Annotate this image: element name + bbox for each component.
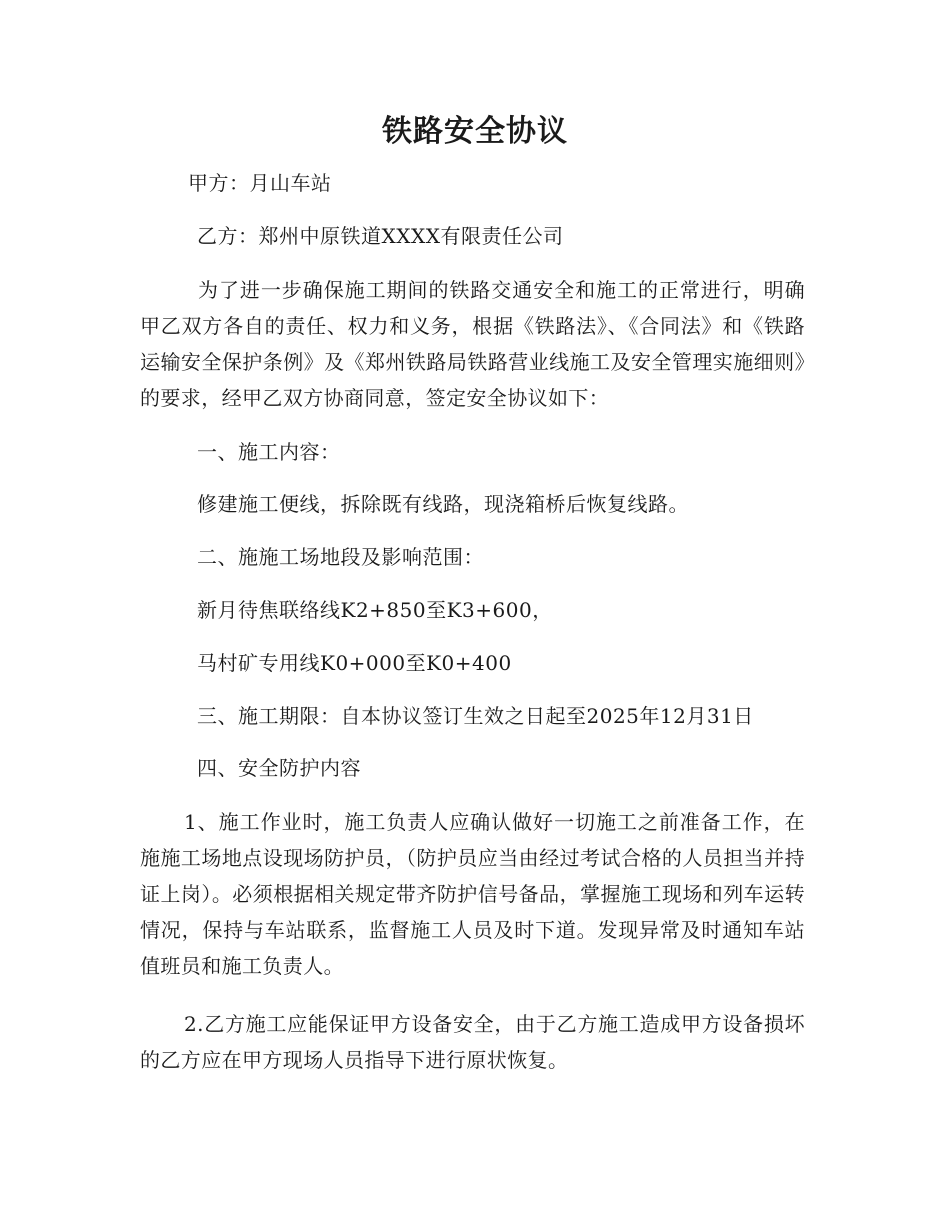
section-3-line: 三、施工期限：自本协议签订生效之日起至2025年12月31日 [197,704,754,728]
section-2-heading: 二、施施工场地段及影响范围： [197,545,484,569]
section-4-heading: 四、安全防护内容 [197,756,361,780]
section-1-heading: 一、施工内容： [197,440,341,464]
section-2-range-2: 马村矿专用线K0+000至K0+400 [197,651,512,675]
party-a-line: 甲方：月山车站 [188,171,332,195]
party-b-line: 乙方：郑州中原铁道XXXX有限责任公司 [197,224,564,248]
item-1-paragraph: 1、施工作业时，施工负责人应确认做好一切施工之前准备工作，在施施工场地点设现场防护员，（防护员应当由经过考试合格的人员担当并持证上岗）。必须根据相关规定带齐防护信号备品，掌握施工现场和列车运转情况，保持与车站联系，监督施工人员及时下道。发现异常及时通知车站值班员和施工负责人。 [140,810,805,978]
section-1-body: 修建施工便线，拆除既有线路，现浇箱桥后恢复线路。 [197,492,689,516]
document-title: 铁路安全协议 [382,114,568,149]
item-2-paragraph: 2.乙方施工应能保证甲方设备安全，由于乙方施工造成甲方设备损坏的乙方应在甲方现场人员指导下进行原状恢复。 [140,1012,805,1072]
section-2-range-1: 新月待焦联络线K2+850至K3+600， [197,598,553,622]
intro-paragraph: 为了进一步确保施工期间的铁路交通安全和施工的正常进行，明确甲乙双方各自的责任、权力和义务，根据《铁路法》、《合同法》和《铁路运输安全保护条例》及《郑州铁路局铁路营业线施工及安全管理实施细则》的要求，经甲乙双方协商同意，签定安全协议如下： [140,278,805,410]
